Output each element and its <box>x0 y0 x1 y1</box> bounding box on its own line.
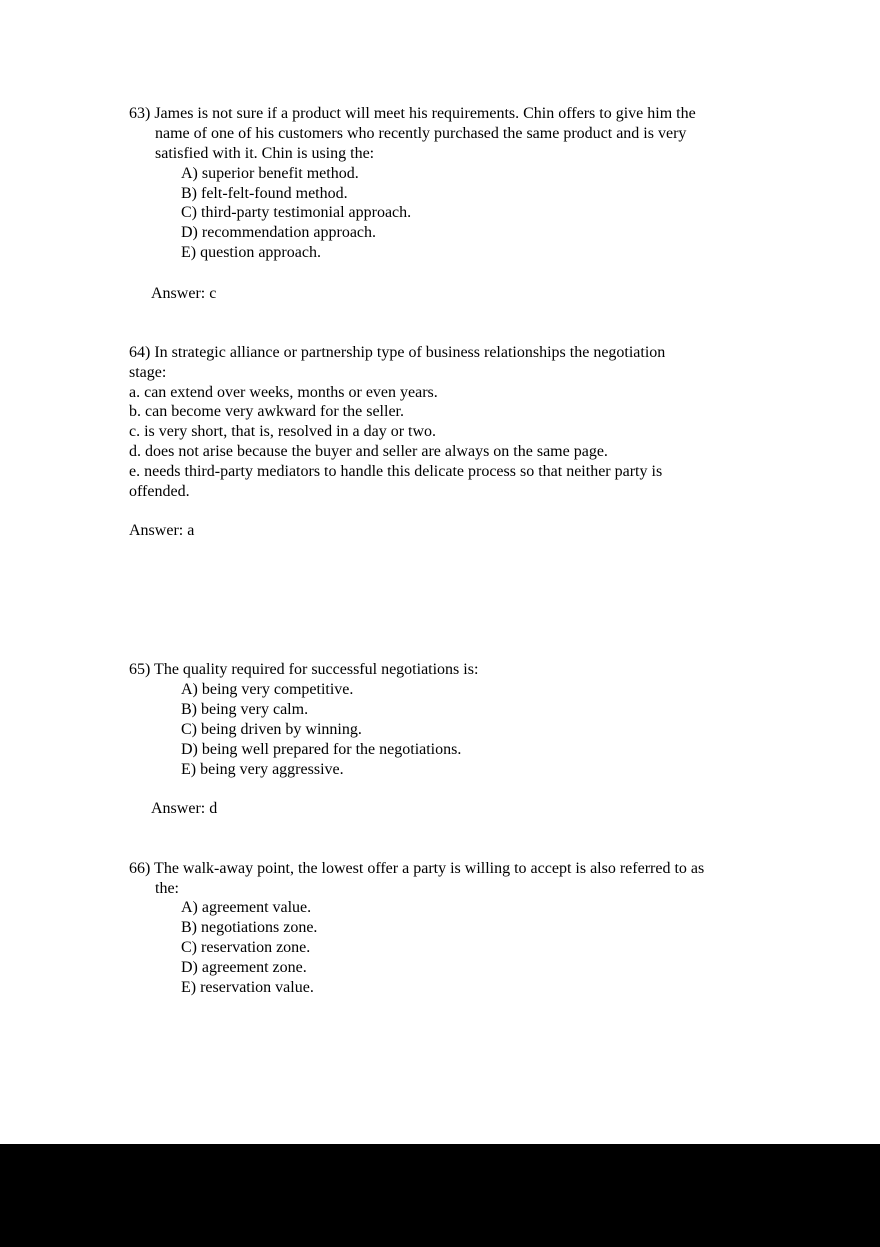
answer-option: offended. <box>129 483 190 500</box>
question-stem-line: stage: <box>129 364 167 381</box>
answer-option: C) being driven by winning. <box>181 721 362 738</box>
question-stem-line: the: <box>155 880 179 897</box>
answer-option: C) reservation zone. <box>181 939 311 956</box>
answer-option: A) being very competitive. <box>181 681 354 698</box>
answer-option: E) reservation value. <box>181 979 314 996</box>
answer-option: a. can extend over weeks, months or even years. <box>129 384 438 401</box>
answer-key: Answer: c <box>151 285 217 302</box>
answer-option: E) being very aggressive. <box>181 761 344 778</box>
question-stem-line: name of one of his customers who recently purchased the same product and is very <box>155 125 687 142</box>
answer-option: d. does not arise because the buyer and seller are always on the same page. <box>129 443 608 460</box>
answer-key: Answer: d <box>151 800 218 817</box>
answer-option: A) agreement value. <box>181 899 312 916</box>
answer-option: b. can become very awkward for the seller. <box>129 403 404 420</box>
answer-option: B) being very calm. <box>181 701 309 718</box>
question-stem-line: satisfied with it. Chin is using the: <box>155 145 375 162</box>
question-stem-line: 65) The quality required for successful negotiations is: <box>129 661 479 678</box>
answer-option: C) third-party testimonial approach. <box>181 204 412 221</box>
answer-option: D) being well prepared for the negotiations. <box>181 741 462 758</box>
answer-option: B) felt-felt-found method. <box>181 185 348 202</box>
answer-option: D) recommendation approach. <box>181 224 377 241</box>
question-stem-line: 64) In strategic alliance or partnership type of business relationships the negotiation <box>129 344 666 361</box>
answer-option: B) negotiations zone. <box>181 919 318 936</box>
question-stem-line: 63) James is not sure if a product will meet his requirements. Chin offers to give him the <box>129 105 696 122</box>
answer-key: Answer: a <box>129 522 195 539</box>
answer-option: E) question approach. <box>181 244 321 261</box>
answer-option: A) superior benefit method. <box>181 165 359 182</box>
question-stem-line: 66) The walk-away point, the lowest offer a party is willing to accept is also referred to as <box>129 860 705 877</box>
answer-option: e. needs third-party mediators to handle this delicate process so that neither party is <box>129 463 663 480</box>
page-bottom-black-band <box>0 1144 880 1247</box>
answer-option: c. is very short, that is, resolved in a day or two. <box>129 423 437 440</box>
answer-option: D) agreement zone. <box>181 959 307 976</box>
